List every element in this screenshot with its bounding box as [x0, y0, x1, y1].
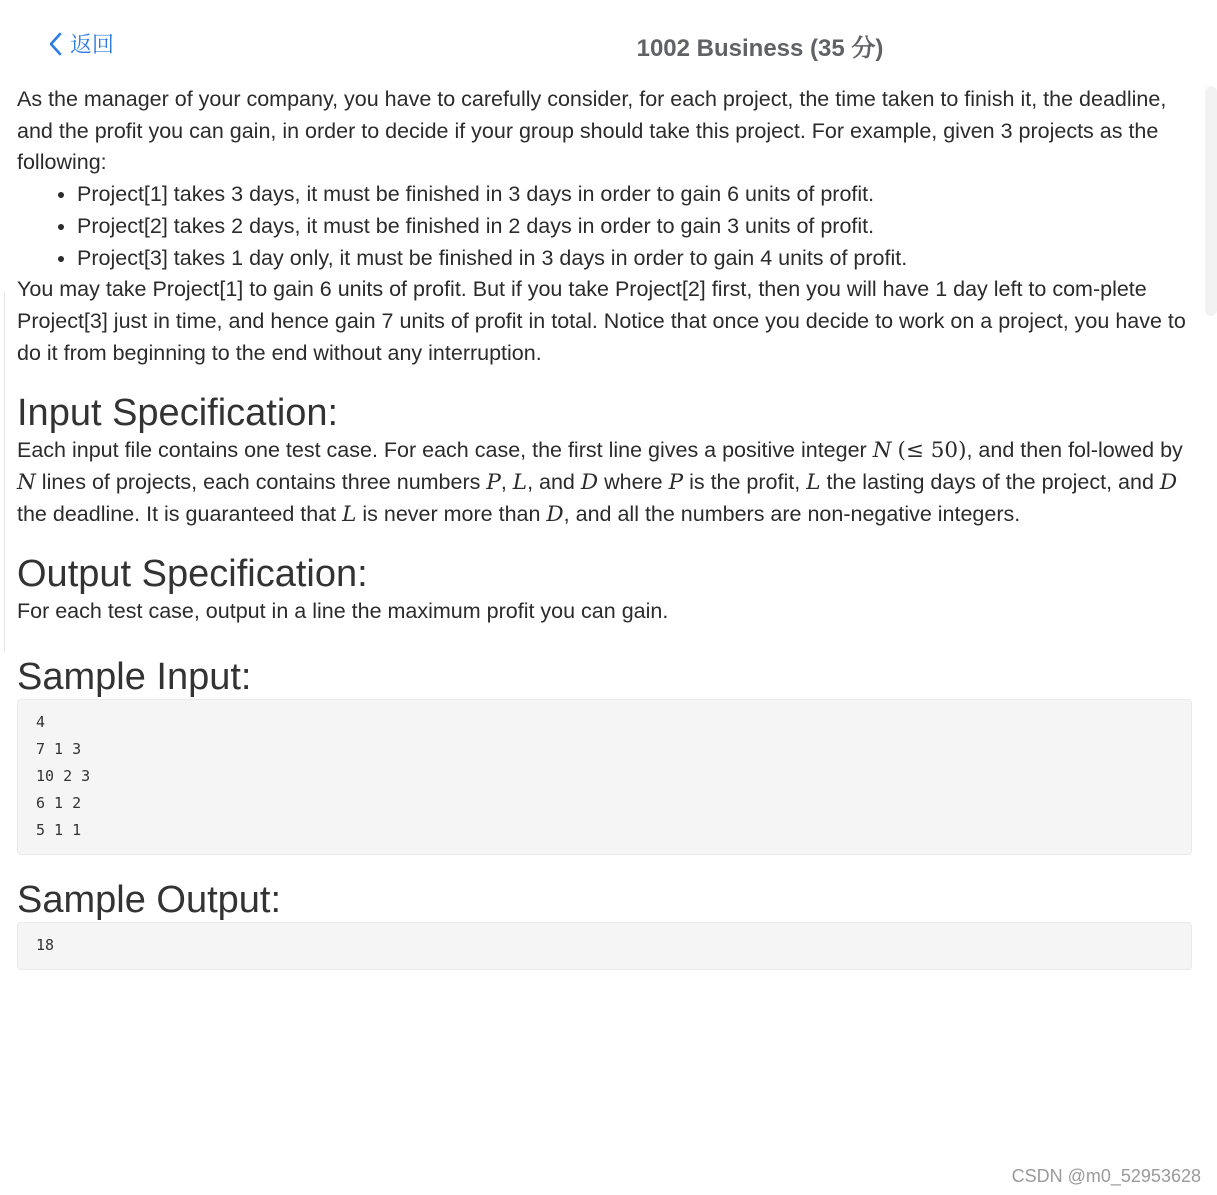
- list-item: • Project[1] takes 3 days, it must be finished in 3 days in order to gain 6 units of profit.: [77, 179, 1192, 211]
- output-spec-heading: Output Specification:: [17, 553, 368, 596]
- divider: [4, 292, 5, 652]
- watermark: CSDN @m0_52953628: [1011, 1166, 1201, 1186]
- problem-explanation: You may take Project[1] to gain 6 units of profit. But if you take Project[2] first, then you will have 1 day left to com-plete Project[3] just in time, and hence gain 7 units of profit in total. Notice that once you decide to work on a project, you have to do it from beginning to the end without any interruption.: [17, 277, 1186, 365]
- problem-intro: As the manager of your company, you have to carefully consider, for each project, the time taken to finish it, the deadline, and the profit you can gain, in order to decide if your group should take this project. For example, given 3 projects as the following:: [17, 87, 1167, 175]
- sample-input-heading: Sample Input:: [17, 656, 252, 699]
- problem-content: [17, 84, 1192, 970]
- page-title: 1002 Business (35 分): [636, 35, 884, 62]
- output-spec-text: For each test case, output in a line the maximum profit you can gain.: [17, 599, 669, 624]
- scrollbar[interactable]: [1205, 86, 1217, 316]
- back-label: 返回: [70, 32, 115, 57]
- list-item: • Project[2] takes 2 days, it must be finished in 2 days in order to gain 3 units of profit.: [77, 211, 1192, 243]
- sample-output-code[interactable]: 18: [17, 922, 1192, 970]
- input-spec-heading: Input Specification:: [17, 392, 339, 435]
- list-item: • Project[3] takes 1 day only, it must be finished in 3 days in order to gain 4 units of profit.: [77, 243, 1192, 275]
- sample-output-heading: Sample Output:: [17, 879, 282, 922]
- input-spec-text: Each input file contains one test case. For each case, the first line gives a positive integer N (≤ 50), and then fol-lowed by N lines of projects, each contains three numbers P, L, and D where P is the profit, L the lasting days of the project, and D the deadline. It is guaranteed that L is never more than D, and all the numbers are non-negative integers.: [17, 438, 1183, 527]
- top-bar: [0, 0, 1217, 84]
- sample-input-code[interactable]: 4 7 1 3 10 2 3 6 1 2 5 1 1: [17, 699, 1192, 855]
- example-list: [17, 179, 1192, 274]
